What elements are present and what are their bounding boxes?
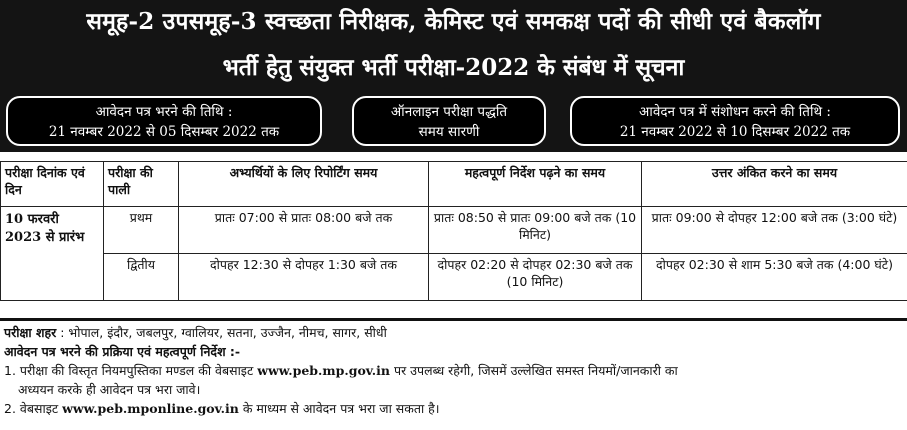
process-heading-text: आवेदन पत्र भरने की प्रक्रिया एवं महत्वपूर्ण निर्देश :- bbox=[4, 344, 241, 359]
shift-cell: द्वितीय bbox=[104, 254, 179, 301]
item2-text-a: वेबसाइट bbox=[19, 401, 59, 416]
table-row bbox=[1, 254, 907, 301]
col-header-date: परीक्षा दिनांक एवं दिन bbox=[1, 162, 104, 207]
list-item bbox=[4, 361, 903, 380]
correction-date-title: आवेदन पत्र में संशोधन करने की तिथि : bbox=[639, 104, 831, 120]
online-exam-title: ऑनलाइन परीक्षा पद्धति bbox=[390, 104, 508, 120]
reporting-cell: प्रातः 07:00 से प्रातः 08:00 बजे तक bbox=[179, 207, 429, 254]
col-header-answers: उत्तर अंकित करने का समय bbox=[642, 162, 907, 207]
application-date-box bbox=[6, 96, 322, 146]
table-row bbox=[1, 207, 907, 254]
item2-text-b: के माध्यम से आवेदन पत्र भरा जा सकता है। bbox=[242, 401, 440, 416]
instructions-cell: प्रातः 08:50 से प्रातः 09:00 बजे तक (10 मिनिट) bbox=[429, 207, 642, 254]
schedule-table bbox=[0, 161, 907, 301]
col-header-instructions: महत्वपूर्ण निर्देश पढ़ने का समय bbox=[429, 162, 642, 207]
process-heading bbox=[4, 342, 903, 361]
col-header-shift: परीक्षा की पाली bbox=[104, 162, 179, 207]
correction-date-box bbox=[570, 96, 900, 146]
application-date-title: आवेदन पत्र भरने की तिथि : bbox=[95, 104, 233, 120]
instructions-section bbox=[0, 318, 907, 420]
exam-cities-label: परीक्षा शहर bbox=[4, 325, 57, 340]
exam-cities-line bbox=[4, 323, 903, 342]
header-banner bbox=[0, 0, 907, 92]
item-number: 1. bbox=[4, 363, 16, 378]
online-exam-value: समय सारणी bbox=[418, 124, 480, 140]
instructions-cell: दोपहर 02:20 से दोपहर 02:30 बजे तक (10 मिनिट) bbox=[429, 254, 642, 301]
item1-continuation: अध्ययन करके ही आवेदन पत्र भरा जावे। bbox=[18, 382, 201, 397]
table-header-row bbox=[1, 162, 907, 207]
exam-cities-list: : भोपाल, इंदौर, जबलपुर, ग्वालियर, सतना, उज्जैन, नीमच, सागर, सीधी bbox=[60, 325, 387, 340]
application-date-value: 21 नवम्बर 2022 से 05 दिसम्बर 2022 तक bbox=[48, 124, 280, 140]
answers-cell: दोपहर 02:30 से शाम 5:30 बजे तक (4:00 घंटे) bbox=[642, 254, 907, 301]
exam-date-cell: 10 फरवरी 2023 से प्रारंभ bbox=[1, 207, 104, 301]
header-title-line2: भर्ती हेतु संयुक्त भर्ती परीक्षा-2022 के संबंध में सूचना bbox=[222, 54, 685, 81]
website-link[interactable]: www.peb.mp.gov.in bbox=[257, 363, 390, 378]
col-header-reporting: अभ्यर्थियों के लिए रिपोर्टिंग समय bbox=[179, 162, 429, 207]
item1-text-a: परीक्षा की विस्तृत नियमपुस्तिका मण्डल की वेबसाइट bbox=[19, 363, 254, 378]
item1-text-b: पर उपलब्ध रहेगी, जिसमें उल्लेखित समस्त नियमों/जानकारी का bbox=[393, 363, 678, 378]
header-title-line1: समूह-2 उपसमूह-3 स्वच्छता निरीक्षक, केमिस्ट एवं समकक्ष पदों की सीधी एवं बैकलॉग bbox=[86, 8, 821, 35]
shift-cell: प्रथम bbox=[104, 207, 179, 254]
online-exam-box bbox=[352, 96, 546, 146]
reporting-cell: दोपहर 12:30 से दोपहर 1:30 बजे तक bbox=[179, 254, 429, 301]
list-item bbox=[4, 399, 903, 418]
answers-cell: प्रातः 09:00 से दोपहर 12:00 बजे तक (3:00 घंटे) bbox=[642, 207, 907, 254]
item-number: 2. bbox=[4, 401, 16, 416]
dates-strip bbox=[0, 92, 907, 152]
website-link[interactable]: www.peb.mponline.gov.in bbox=[62, 401, 239, 416]
correction-date-value: 21 नवम्बर 2022 से 10 दिसम्बर 2022 तक bbox=[619, 124, 851, 140]
